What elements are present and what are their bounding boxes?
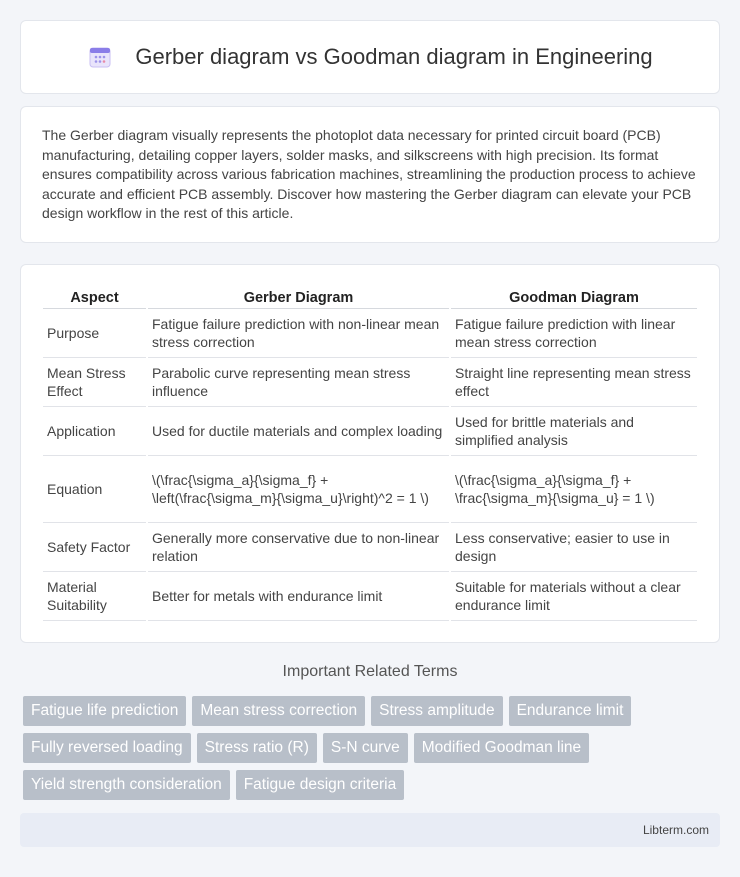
related-terms-list: [23, 696, 723, 800]
row-goodman: Used for brittle materials and simplified analysis: [451, 407, 697, 456]
table-row: [43, 572, 697, 621]
row-gerber: Generally more conservative due to non-linear relation: [148, 523, 449, 572]
table-row: [43, 456, 697, 523]
row-aspect: Equation: [43, 456, 146, 523]
related-term-tag[interactable]: Fatigue life prediction: [23, 696, 186, 726]
row-gerber: Fatigue failure prediction with non-linear mean stress correction: [148, 309, 449, 358]
calendar-icon: [87, 44, 113, 70]
row-aspect: Application: [43, 407, 146, 456]
comparison-table: [41, 285, 699, 621]
row-gerber: \(\frac{\sigma_a}{\sigma_f} + \left(\frac{\sigma_m}{\sigma_u}\right)^2 = 1 \): [148, 456, 449, 523]
related-term-tag[interactable]: Yield strength consideration: [23, 770, 230, 800]
related-term-tag[interactable]: Mean stress correction: [192, 696, 365, 726]
table-row: [43, 523, 697, 572]
table-header-row: [43, 285, 697, 309]
row-goodman: Straight line representing mean stress effect: [451, 358, 697, 407]
header-gerber: Gerber Diagram: [148, 285, 449, 309]
comparison-card: [20, 264, 720, 643]
row-aspect: Purpose: [43, 309, 146, 358]
related-term-tag[interactable]: Stress amplitude: [371, 696, 502, 726]
footer: [20, 813, 720, 847]
row-goodman: Fatigue failure prediction with linear mean stress correction: [451, 309, 697, 358]
table-row: [43, 407, 697, 456]
row-gerber: Parabolic curve representing mean stress influence: [148, 358, 449, 407]
row-aspect: Mean Stress Effect: [43, 358, 146, 407]
intro-paragraph: The Gerber diagram visually represents the photoplot data necessary for printed circuit board (PCB) manufacturing, detailing copper layers, solder masks, and silkscreens with high precision. Its format ensures compatibility across various fabrication machines, streamlining the production process to achieve accurate and efficient PCB assembly. Discover how mastering the Gerber diagram can elevate your PCB design workflow in the rest of this article.: [42, 127, 696, 221]
header-goodman: Goodman Diagram: [451, 285, 697, 309]
row-aspect: Safety Factor: [43, 523, 146, 572]
table-row: [43, 358, 697, 407]
header-aspect: Aspect: [43, 285, 146, 309]
title-card: [20, 20, 720, 94]
row-goodman: Suitable for materials without a clear endurance limit: [451, 572, 697, 621]
row-goodman: Less conservative; easier to use in design: [451, 523, 697, 572]
related-term-tag[interactable]: Stress ratio (R): [197, 733, 317, 763]
footer-site-link[interactable]: Libterm.com: [642, 823, 709, 837]
table-row: [43, 309, 697, 358]
row-gerber: Used for ductile materials and complex loading: [148, 407, 449, 456]
row-aspect: Material Suitability: [43, 572, 146, 621]
related-term-tag[interactable]: S-N curve: [323, 733, 408, 763]
row-gerber: Better for metals with endurance limit: [148, 572, 449, 621]
related-terms-heading: Important Related Terms: [282, 663, 458, 680]
intro-card: [20, 106, 720, 243]
related-term-tag[interactable]: Endurance limit: [509, 696, 632, 726]
related-term-tag[interactable]: Modified Goodman line: [414, 733, 589, 763]
page-title: Gerber diagram vs Goodman diagram in Engineering: [135, 44, 653, 69]
related-term-tag[interactable]: Fully reversed loading: [23, 733, 191, 763]
row-goodman: \(\frac{\sigma_a}{\sigma_f} + \frac{\sigma_m}{\sigma_u} = 1 \): [451, 456, 697, 523]
related-term-tag[interactable]: Fatigue design criteria: [236, 770, 405, 800]
